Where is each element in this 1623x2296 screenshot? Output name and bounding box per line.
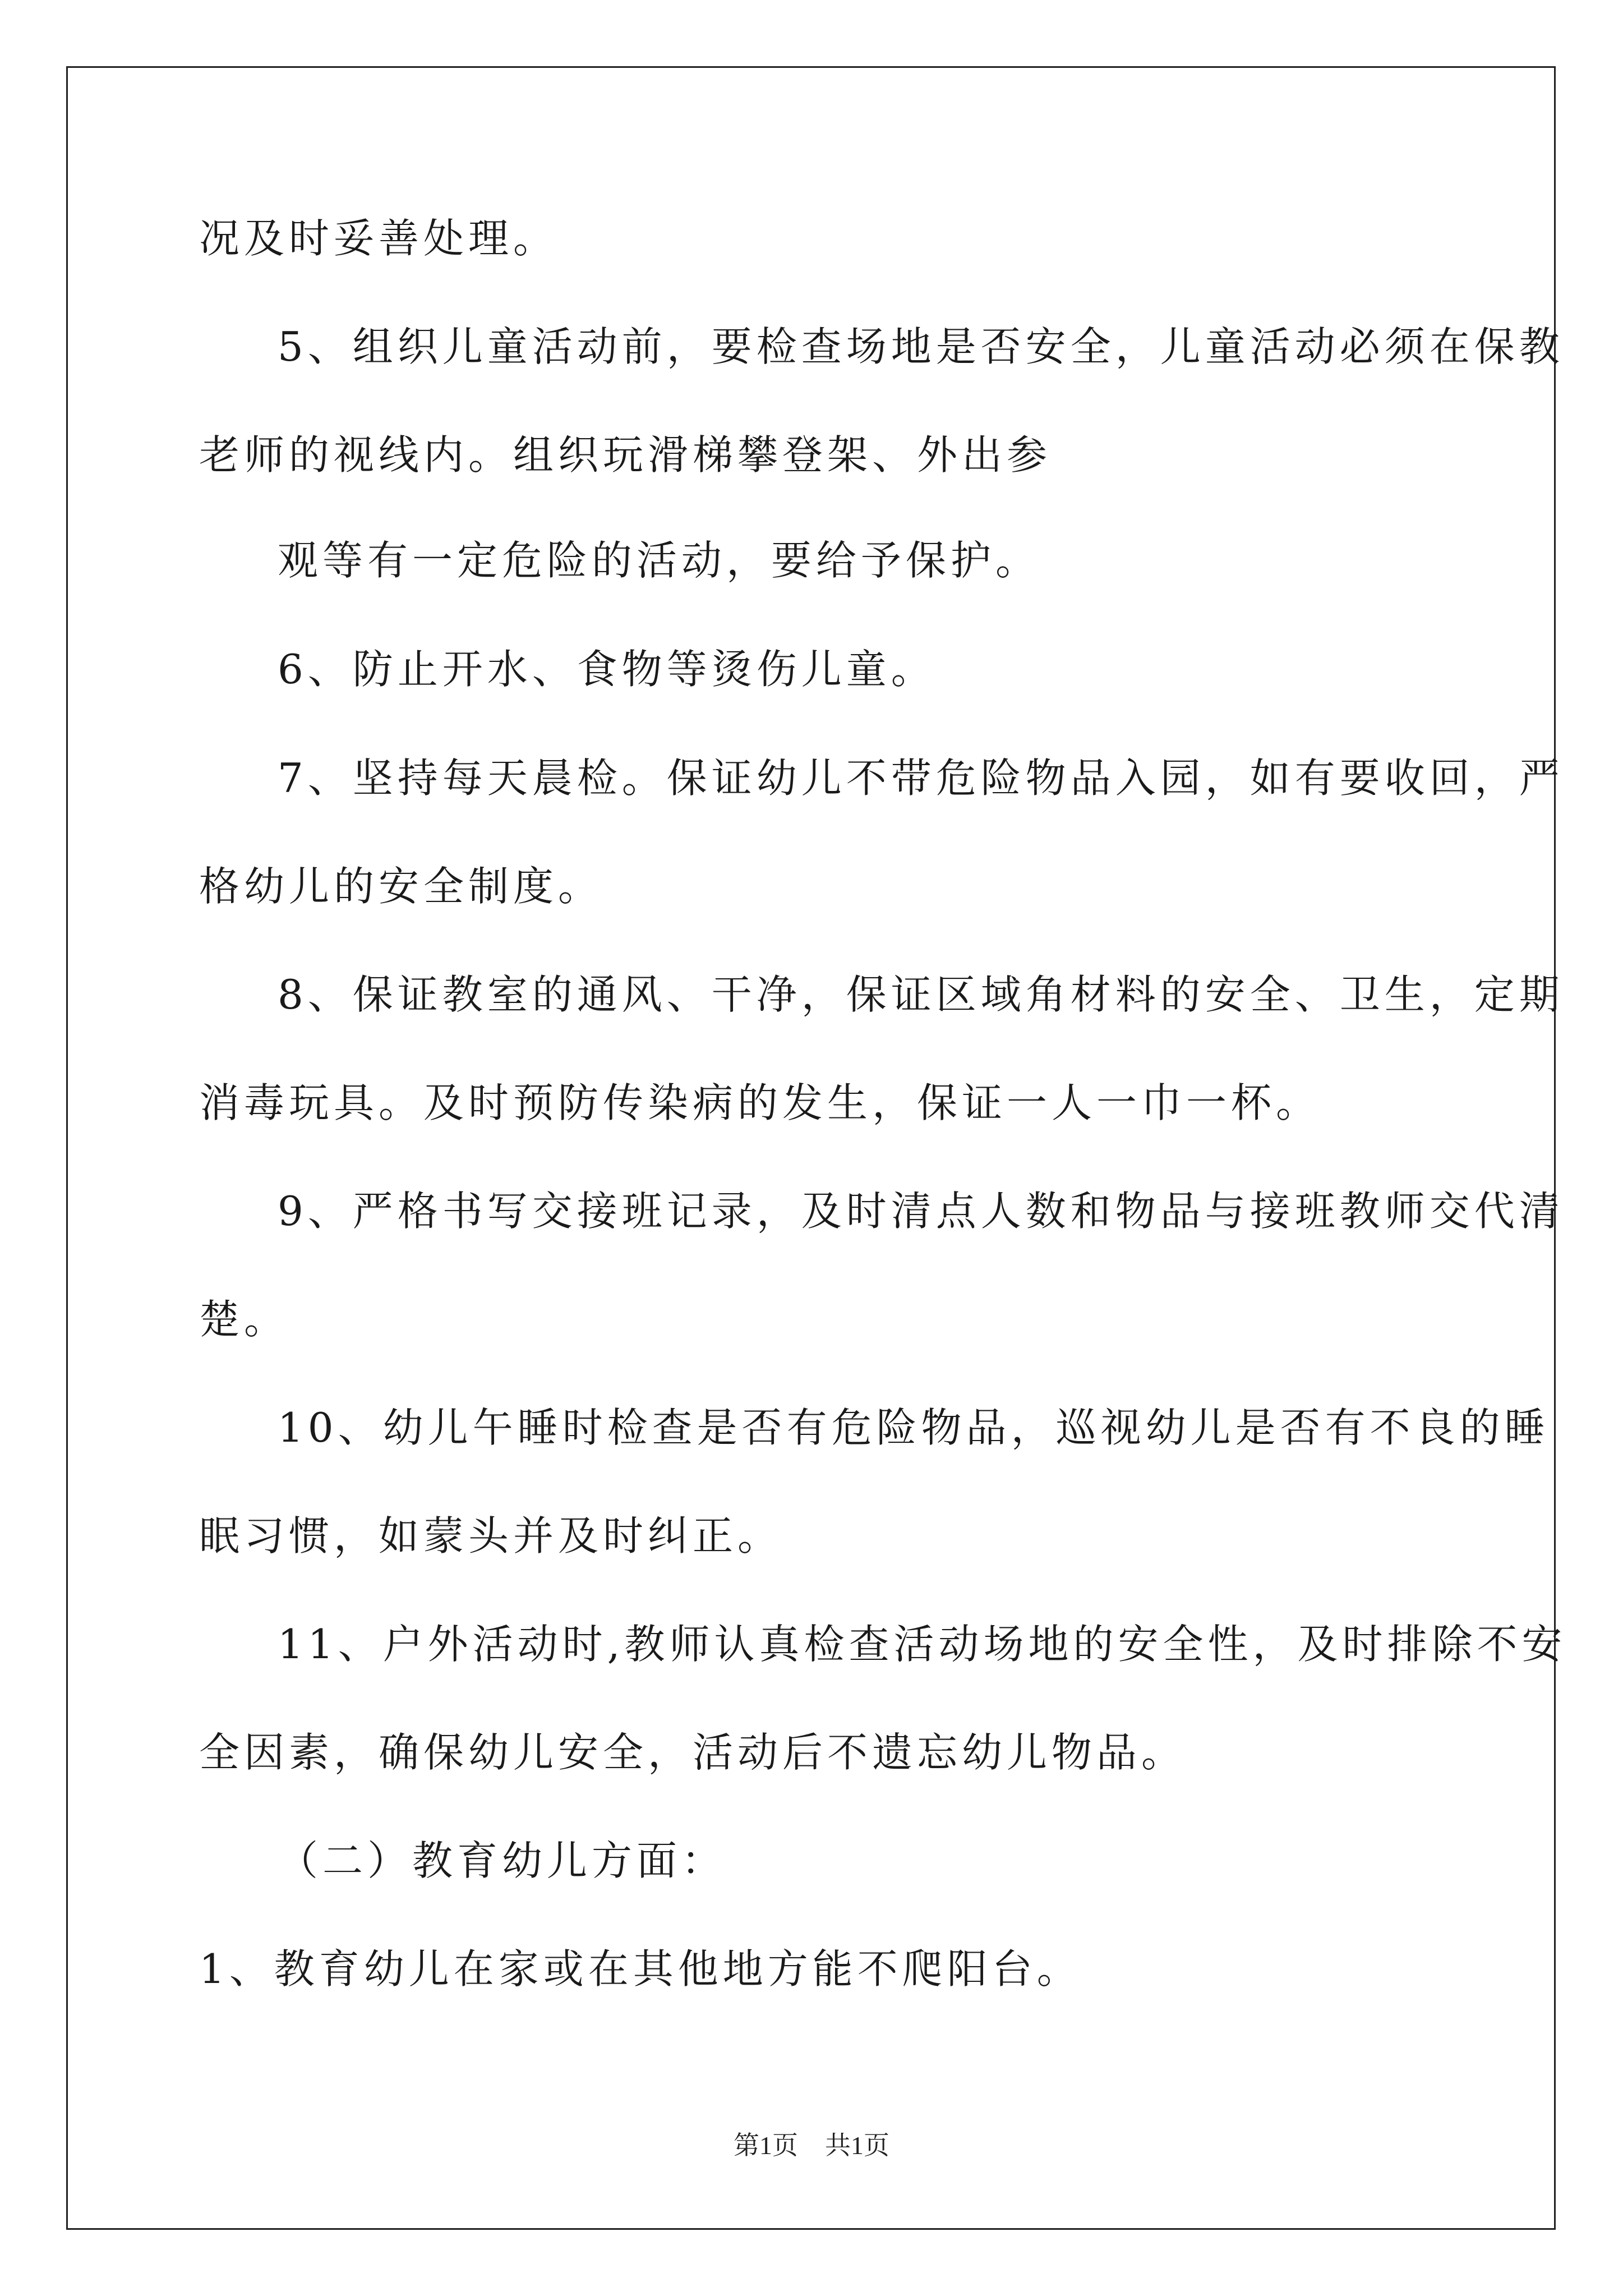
text-line: 全因素，确保幼儿安全，活动后不遗忘幼儿物品。 — [199, 1729, 1187, 1776]
text-line: 格幼儿的安全制度。 — [199, 863, 603, 910]
section-heading: （二）教育幼儿方面： — [278, 1837, 727, 1884]
text-line: 况及时妥善处理。 — [199, 215, 559, 262]
page-border — [66, 66, 1556, 2230]
text-line: 消毒玩具。及时预防传染病的发生，保证一人一巾一杯。 — [199, 1079, 1321, 1126]
text-line: 9、严格书写交接班记录，及时清点人数和物品与接班教师交代清 — [278, 1188, 1564, 1235]
text-line: 1、教育幼儿在家或在其他地方能不爬阳台。 — [199, 1945, 1082, 1993]
text-line: 10、幼儿午睡时检查是否有危险物品，巡视幼儿是否有不良的睡 — [278, 1404, 1550, 1451]
page-total: 共1页 — [825, 2131, 889, 2160]
text-line: 5、组织儿童活动前，要检查场地是否安全，儿童活动必须在保教 — [278, 323, 1564, 370]
text-line: 眠习惯，如蒙头并及时纠正。 — [199, 1512, 783, 1559]
text-line: 观等有一定危险的活动，要给予保护。 — [278, 537, 1041, 584]
text-line: 楚。 — [199, 1296, 289, 1343]
text-line: 老师的视线内。组织玩滑梯攀登架、外出参 — [199, 431, 1052, 478]
page-footer — [0, 2129, 1623, 2162]
text-line: 6、防止开水、食物等烫伤儿童。 — [278, 646, 936, 693]
page-number: 第1页 — [734, 2131, 798, 2160]
text-line: 7、坚持每天晨检。保证幼儿不带危险物品入园，如有要收回，严 — [278, 754, 1564, 802]
text-line: 11、户外活动时,教师认真检查活动场地的安全性，及时排除不安 — [278, 1621, 1567, 1668]
text-line: 8、保证教室的通风、干净，保证区域角材料的安全、卫生，定期 — [278, 971, 1564, 1018]
